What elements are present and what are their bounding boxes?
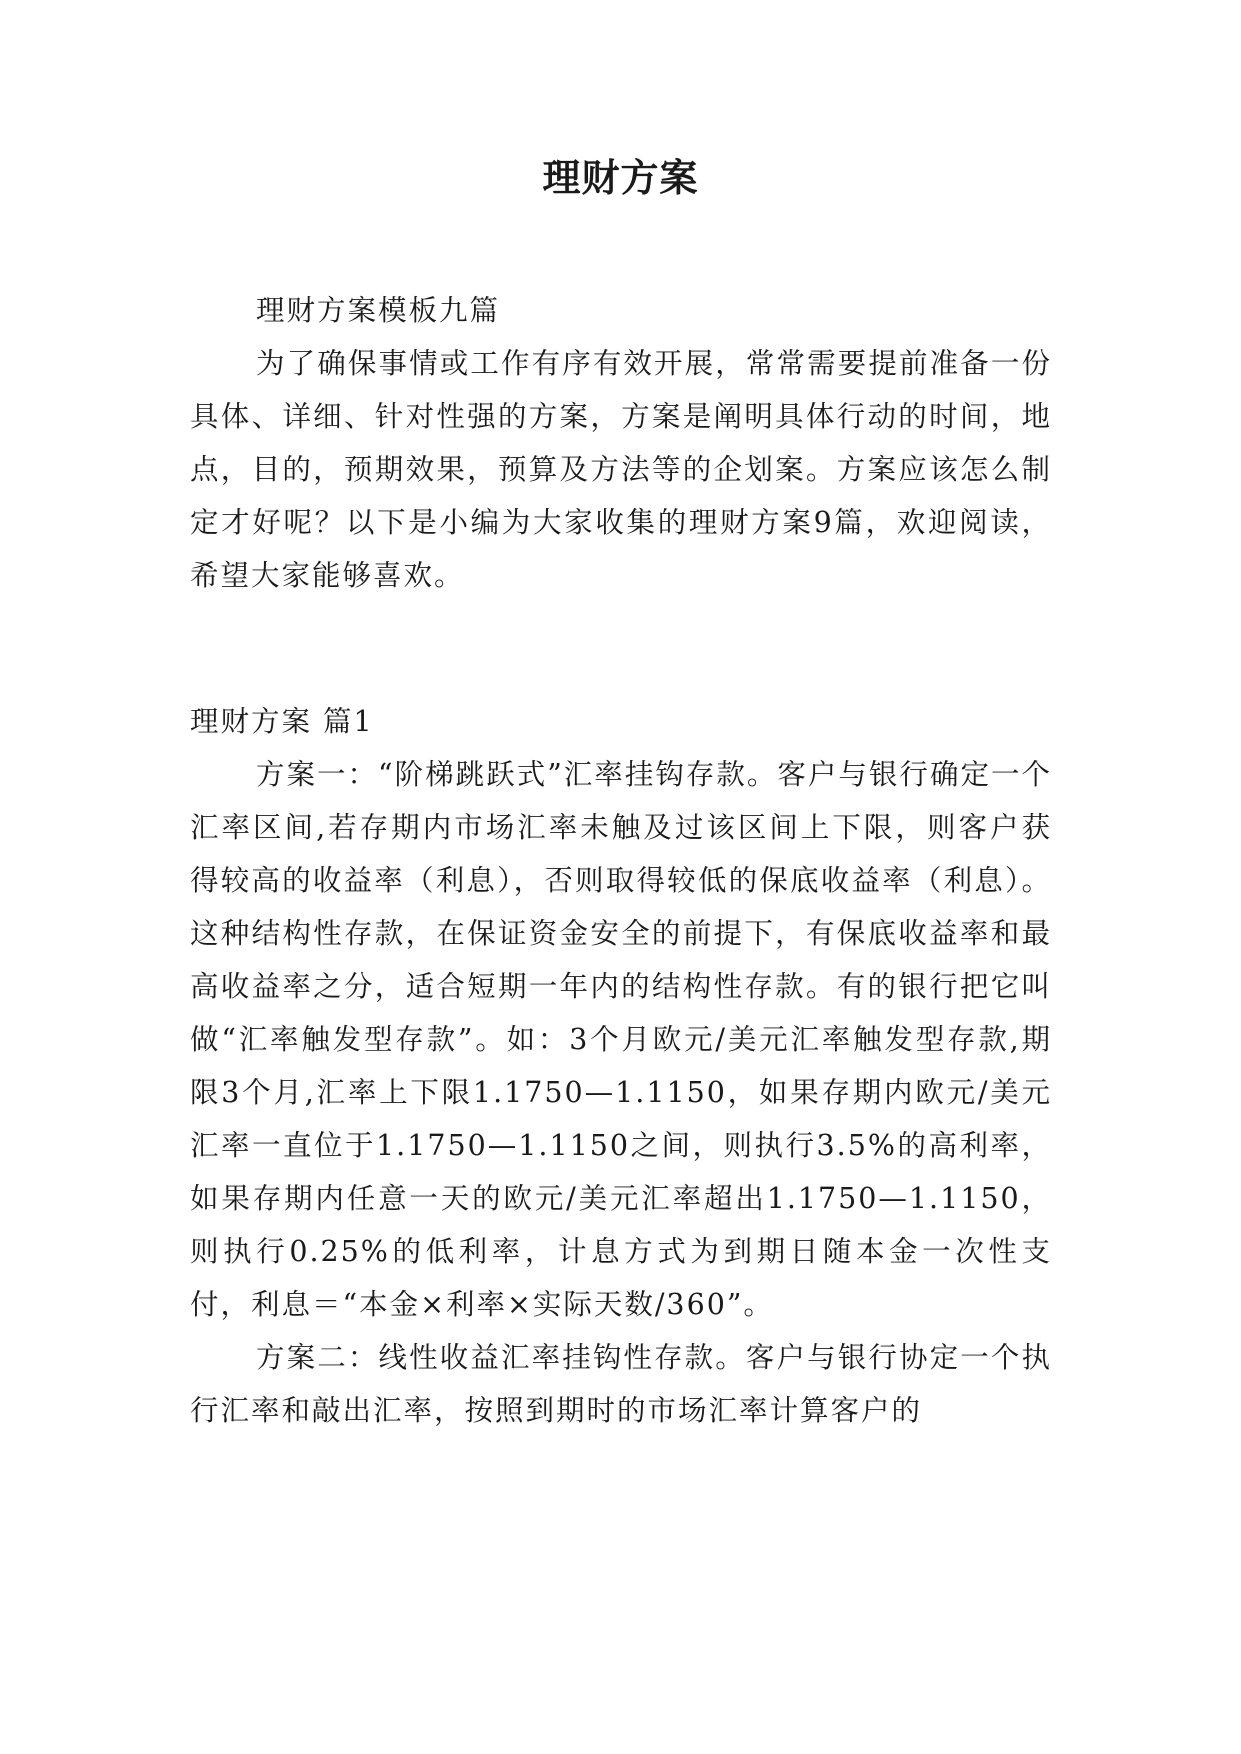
section-1-paragraph-1: 方案一：“阶梯跳跃式”汇率挂钩存款。客户与银行确定一个汇率区间,若存期内市场汇率未触及过该区间上下限，则客户获得较高的收益率（利息），否则取得较低的保底收益率（利息）。这种结构性存款，在保证资金安全的前提下，有保底收益率和最高收益率之分，适合短期一年内的结构性存款。有的银行把它叫做“汇率触发型存款”。如：3个月欧元/美元汇率触发型存款,期限3个月,汇率上下限1.1750—1.1150，如果存期内欧元/美元汇率一直位于1.1750—1.1150之间，则执行3.5%的高利率，如果存期内任意一天的欧元/美元汇率超出1.1750—1.1150，则执行0.25%的低利率，计息方式为到期日随本金一次性支付，利息＝“本金×利率×实际天数/360”。 (190, 758, 1052, 1321)
intro-subtitle: 理财方案模板九篇 (256, 294, 501, 327)
section-1-heading: 理财方案 篇1 (190, 705, 374, 738)
section-1-paragraph-2: 方案二：线性收益汇率挂钩性存款。客户与银行协定一个执行汇率和敲出汇率，按照到期时的市场汇率计算客户的 (190, 1341, 1052, 1427)
intro-block (190, 284, 1052, 602)
section-1 (190, 695, 1052, 1437)
intro-paragraph: 为了确保事情或工作有序有效开展，常常需要提前准备一份具体、详细、针对性强的方案，方案是阐明具体行动的时间，地点，目的，预期效果，预算及方法等的企划案。方案应该怎么制定才好呢？以下是小编为大家收集的理财方案9篇，欢迎阅读，希望大家能够喜欢。 (190, 347, 1052, 592)
document-title: 理财方案 (542, 155, 699, 200)
